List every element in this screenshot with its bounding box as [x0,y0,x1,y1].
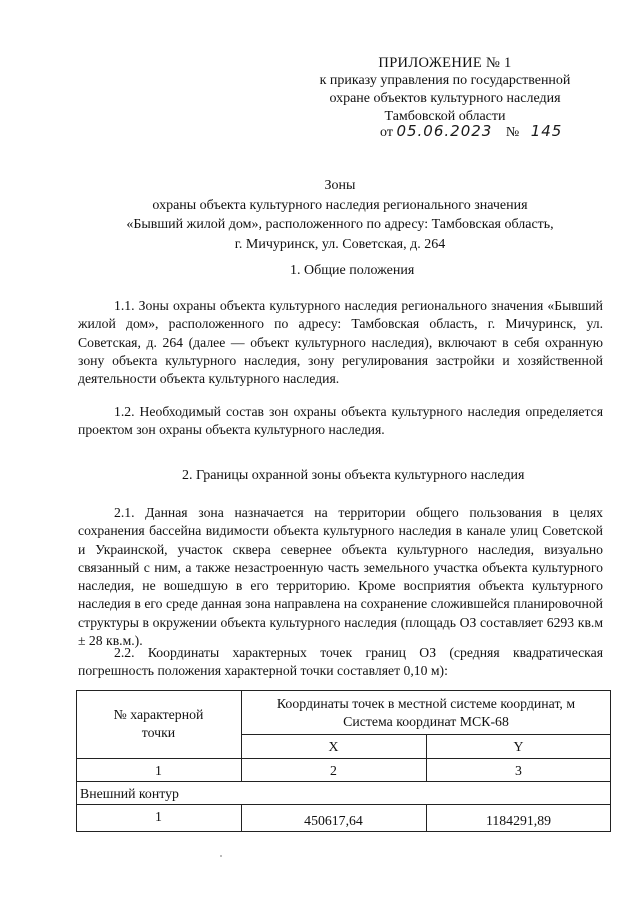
title-line-1: охраны объекта культурного наследия регионального значения [152,197,528,213]
table-line-header-bottom [76,758,611,759]
section-1-heading: 1. Общие положения [290,263,415,278]
title-line-3: г. Мичуринск, ул. Советская, д. 264 [234,236,446,252]
title-line-2: «Бывший жилой дом», расположенного по адресу: Тамбовская область, [126,217,554,232]
order-date-number [380,122,562,142]
index-cell-2: 2 [330,763,337,778]
document-title [70,176,610,254]
scan-speck [220,855,222,857]
table-line-section-bottom [76,804,611,805]
appendix-block [300,54,590,126]
coordinates-group-header [241,695,611,731]
appendix-line-3: Тамбовской области [384,109,506,124]
section-row-outer-contour: Внешний контур [80,786,179,801]
table-line-index-bottom [76,781,611,782]
col-point-header-line-1: № характерной [113,707,204,722]
appendix-line-2: охране объектов культурного наследия [329,91,561,106]
title-word: Зоны [324,178,356,193]
appendix-line-1: к приказу управления по государственной [319,73,571,88]
number-prefix: № [505,125,520,140]
index-cell-1: 1 [155,763,162,778]
col-y-header: Y [513,739,524,754]
paragraph-2-1: 2.1. Данная зона назначается на территории общего пользования в целях сохранения бассейна видимости объекта культурного наследия в канале улиц Советской и Украинской, участок сквера севернее объекта культурного наследия, визуально связанный с ним, а также незастроенную часть земельного участка объекта культурного наследия, не вошедшую в его территорию. Кроме восприятия объекта культурного наследия в его среде данная зона направлена на сохранение сложившейся планировочной структуры в окружении объекта культурного наследия (площадь ОЗ составляет 6293 кв.м ± 28 кв.м.). [78,505,603,649]
table-border-top [76,690,611,691]
col-x-header: X [328,739,339,754]
row-y-value: 1184291,89 [485,813,552,828]
row-point-number: 1 [155,809,162,824]
col-point-header [76,706,241,742]
group-header-line-1: Координаты точек в местной системе координат, м [276,696,576,711]
col-point-header-line-2: точки [141,725,176,740]
row-x-value: 450617,64 [304,813,363,828]
index-cell-3: 3 [515,763,522,778]
handwritten-date: 05.06.2023 [396,122,493,140]
paragraph-1-1: 1.1. Зоны охраны объекта культурного наследия регионального значения «Бывший жилой дом», расположенного по адресу: Тамбовская область, г. Мичуринск, ул. Советская, д. 264 (далее — объект культурного наследия), включают в себя охранную зону объекта культурного наследия, зону регулирования застройки и хозяйственной деятельности объекта культурного наследия. [78,298,603,387]
paragraph-2-2: 2.2. Координаты характерных точек границ ОЗ (средняя квадратическая погрешность положения характерной точки составляет 0,10 м): [78,645,603,679]
section-2-heading: 2. Границы охранной зоны объекта культурного наследия [182,468,525,483]
table-border-bottom [76,831,611,832]
appendix-title: ПРИЛОЖЕНИЕ № 1 [378,55,512,71]
paragraph-1-2: 1.2. Необходимый состав зон охраны объекта культурного наследия определяется проектом зон охраны объекта культурного наследия. [78,404,603,438]
group-header-line-2: Система координат МСК-68 [343,714,509,729]
coordinates-table [76,690,611,832]
handwritten-number: 145 [530,122,563,140]
date-prefix: от [380,125,393,140]
